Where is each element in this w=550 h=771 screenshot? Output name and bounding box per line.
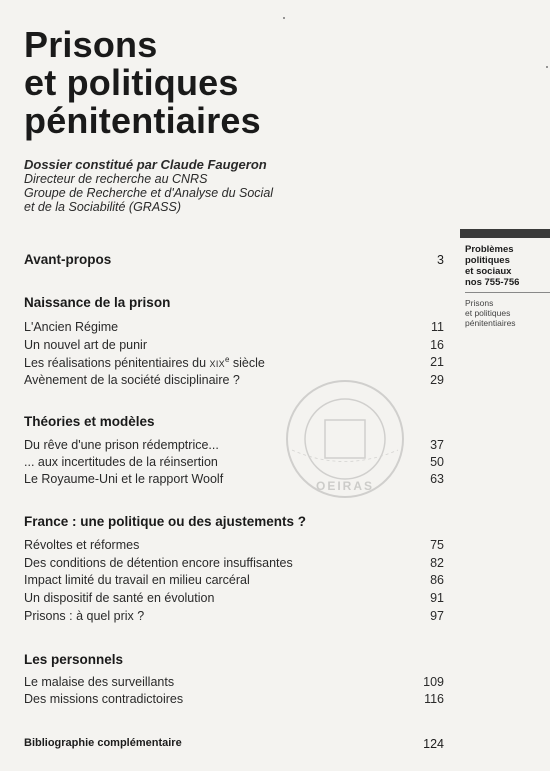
section-heading: Naissance de la prison (24, 295, 171, 310)
toc-page-number: 11 (431, 320, 444, 334)
toc-entry-label: Les réalisations pénitentiaires du XIXe siècle (24, 355, 265, 371)
toc-entry-label: ... aux incertitudes de la réinsertion (24, 455, 218, 469)
stamp-emblem (325, 420, 365, 458)
author-line: Dossier constitué par Claude Faugeron (24, 157, 267, 172)
toc-entry[interactable] (24, 675, 444, 691)
toc-page-number: 63 (430, 472, 444, 486)
toc-entry[interactable] (24, 573, 444, 589)
toc-entry-label: Avant-propos (24, 252, 112, 267)
toc-page-number: 21 (430, 355, 444, 369)
toc-page-number: 82 (430, 556, 444, 570)
section-heading: France : une politique ou des ajustements ? (24, 514, 307, 529)
title-line: Prisons (24, 24, 158, 65)
toc-page-number: 29 (430, 373, 444, 387)
series-subtitle: Prisons et politiques pénitentiaires (465, 298, 516, 328)
toc-entry[interactable] (24, 355, 444, 371)
toc-page-number: 124 (423, 737, 444, 751)
toc-entry-label: Prisons : à quel prix ? (24, 609, 145, 623)
toc-entry-label: Avènement de la société disciplinaire ? (24, 373, 240, 387)
toc-bibliography[interactable] (24, 737, 444, 753)
toc-entry-label: Impact limité du travail en milieu carcéral (24, 573, 250, 587)
toc-entry[interactable] (24, 556, 444, 572)
toc-entry-label: Le Royaume-Uni et le rapport Woolf (24, 472, 224, 486)
toc-entry-label: Des missions contradictoires (24, 692, 184, 706)
stamp-text: OEIRAS (315, 479, 375, 493)
section-heading: Théories et modèles (24, 414, 155, 429)
scan-speck (283, 17, 285, 19)
toc-page-number: 97 (430, 609, 444, 623)
scan-speck (546, 66, 548, 68)
title-line: pénitentiaires (24, 100, 261, 141)
toc-page-number: 86 (430, 573, 444, 587)
stamp-inner-ring (305, 399, 385, 479)
toc-entry-label: Du rêve d'une prison rédemptrice... (24, 438, 219, 452)
sidebar-divider (465, 292, 550, 293)
toc-page-number: 75 (430, 538, 444, 552)
title-line: et politiques (24, 62, 239, 103)
toc-entry[interactable] (24, 538, 444, 554)
toc-entry[interactable] (24, 609, 444, 625)
toc-page-number: 50 (430, 455, 444, 469)
affiliation-line: Groupe de Recherche et d'Analyse du Social (24, 186, 274, 200)
toc-page-number: 116 (424, 692, 444, 706)
page-title (24, 26, 424, 140)
series-sidebar (460, 229, 550, 328)
toc-avant-propos[interactable] (24, 252, 444, 270)
affiliation-line: Directeur de recherche au CNRS (24, 172, 208, 186)
toc-entry-label: Révoltes et réformes (24, 538, 140, 552)
toc-entry-label: Un nouvel art de punir (24, 338, 147, 352)
toc-entry[interactable] (24, 591, 444, 607)
toc-entry[interactable] (24, 692, 444, 708)
sidebar-bar (460, 229, 550, 238)
credits (24, 158, 404, 214)
section-heading: Les personnels (24, 652, 124, 667)
toc-entry-label: L'Ancien Régime (24, 320, 119, 334)
toc-page-number: 3 (437, 253, 444, 267)
series-title: Problèmes politiques et sociaux nos 755-756 (465, 244, 520, 288)
toc-entry-label: Bibliographie complémentaire (24, 737, 182, 749)
affiliation-line: et de la Sociabilité (GRASS) (24, 200, 182, 214)
toc-entry[interactable] (24, 338, 444, 354)
toc-page-number: 16 (430, 338, 444, 352)
library-stamp (284, 378, 406, 500)
toc-page-number: 91 (430, 591, 444, 605)
toc-entry-label: Un dispositif de santé en évolution (24, 591, 215, 605)
toc-page-number: 37 (430, 438, 444, 452)
toc-page-number: 109 (423, 675, 444, 689)
toc-entry-label: Des conditions de détention encore insuffisantes (24, 556, 293, 570)
toc-entry[interactable] (24, 320, 444, 336)
toc-entry-label: Le malaise des surveillants (24, 675, 175, 689)
